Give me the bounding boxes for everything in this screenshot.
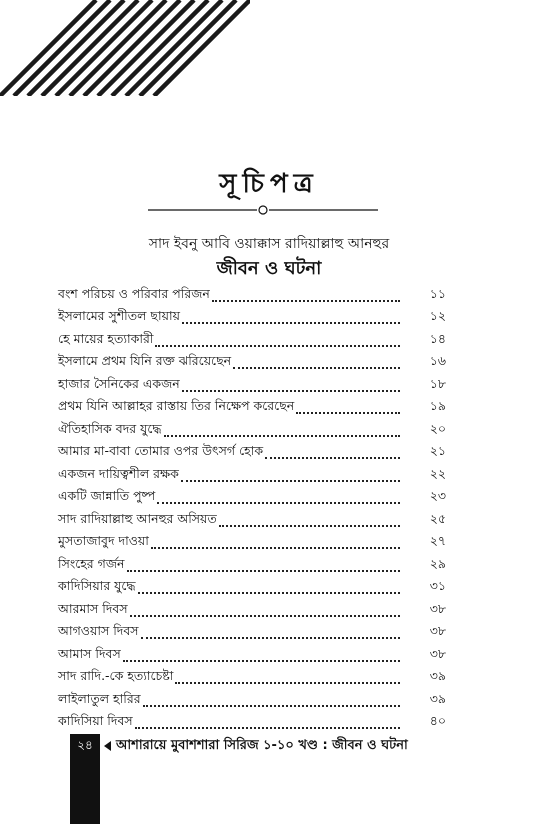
toc-entry-title: ইসলামের সুশীতল ছায়ায়: [58, 308, 180, 323]
toc-entry[interactable]: [58, 598, 446, 621]
dot-leader: [127, 570, 401, 572]
toc-entry-page: ৩৯: [429, 668, 446, 683]
toc-entry[interactable]: [58, 373, 446, 396]
toc-entry-page: ২৩: [429, 488, 446, 503]
toc-entry[interactable]: [58, 283, 446, 306]
dot-leader: [151, 547, 400, 549]
toc-entry[interactable]: [58, 688, 446, 711]
toc-entry-page: ১২: [429, 308, 446, 323]
dot-leader: [175, 682, 400, 684]
toc-entry[interactable]: [58, 711, 446, 734]
toc-entry-page: ২০: [429, 420, 446, 436]
toc-entry-title: আরমাস দিবস: [58, 600, 128, 616]
toc-entry[interactable]: [58, 508, 446, 531]
toc-entry[interactable]: [58, 463, 446, 486]
toc-entry-title: হাজার সৈনিকের একজন: [58, 375, 180, 391]
dot-leader: [219, 525, 400, 527]
triangle-left-icon: [104, 741, 111, 751]
dot-leader: [212, 300, 400, 302]
toc-entry-page: ২২: [429, 465, 446, 481]
page-title: সূচিপত্র: [219, 169, 319, 199]
toc-entry[interactable]: [58, 553, 446, 576]
toc-entry-page: ৩৮: [429, 600, 446, 616]
toc-entry-title: কাদিসিয়া দিবস: [58, 713, 133, 728]
dot-leader: [164, 435, 400, 437]
toc-entry[interactable]: [58, 306, 446, 329]
toc-entry-page: ৩১: [429, 578, 446, 593]
dot-leader: [182, 322, 400, 324]
toc-entry-page: ১৬: [429, 353, 446, 368]
toc-entry-title: আমার মা-বাবা তোমার ওপর উৎসর্গ হোক: [58, 443, 264, 458]
toc-entry-page: ৩৯: [429, 690, 446, 706]
toc-entry-page: ২১: [429, 443, 446, 458]
toc-entry-page: ১১: [429, 285, 446, 301]
toc-entry[interactable]: [58, 396, 446, 419]
dot-leader: [123, 660, 400, 662]
dot-leader: [181, 480, 400, 482]
page-number: ২৪: [77, 738, 93, 752]
toc-entry-title: প্রথম যিনি আল্লাহর রাস্তায় তির নিক্ষেপ করেছেন: [58, 398, 295, 413]
dot-leader: [265, 457, 400, 459]
toc-entry-title: একজন দায়িত্বশীল রক্ষক: [58, 465, 179, 481]
dot-leader: [135, 727, 400, 729]
toc-entry-title: সাদ রাদিয়াল্লাহু আনহুর অসিয়ত: [58, 510, 217, 526]
dot-leader: [157, 502, 400, 504]
toc-entry-title: হে মায়ের হত্যাকারী: [58, 330, 154, 346]
toc-entry-title: একটি জান্নাতি পুষ্প: [58, 488, 156, 503]
toc-entry-title: ঐতিহাসিক বদর যুদ্ধে: [58, 420, 162, 436]
toc-entry-page: ১৯: [429, 398, 446, 413]
toc-entry[interactable]: [58, 328, 446, 351]
toc-entry-page: ১৮: [429, 375, 446, 391]
toc-entry-title: ইসলামে প্রথম যিনি রক্ত ঝরিয়েছেন: [58, 353, 232, 368]
dot-leader: [155, 345, 400, 347]
toc-entry-title: আমাস দিবস: [58, 645, 121, 661]
dot-leader: [141, 637, 400, 639]
toc-entry-page: ১৪: [429, 330, 446, 346]
dot-leader: [143, 705, 400, 707]
diagonal-stripes-decoration: [0, 0, 250, 96]
toc-entry[interactable]: [58, 441, 446, 464]
toc-entry-title: কাদিসিয়ার যুদ্ধে: [58, 578, 136, 593]
section-subtitle: সাদ ইবনু আবি ওয়াক্কাস রাদিয়াল্লাহু আনহুর: [148, 236, 390, 252]
dot-leader: [130, 615, 400, 617]
toc-entry-title: আগওয়াস দিবস: [58, 623, 139, 638]
toc-entry[interactable]: [58, 621, 446, 644]
toc-entry-page: ৩৮: [429, 623, 446, 638]
title-divider: [148, 203, 378, 217]
toc-entry[interactable]: [58, 351, 446, 374]
toc-entry-page: ২৯: [429, 555, 446, 571]
toc-entry[interactable]: [58, 531, 446, 554]
toc-entry-title: বংশ পরিচয় ও পরিবার পরিজন: [58, 285, 210, 301]
toc-entry-page: ২৫: [429, 510, 446, 526]
table-of-contents: [58, 283, 446, 733]
toc-entry-title: লাইলাতুল হারির: [58, 690, 141, 706]
dot-leader: [182, 390, 400, 392]
toc-entry-title: সিংহের গর্জন: [58, 555, 125, 571]
toc-entry[interactable]: [58, 418, 446, 441]
toc-entry[interactable]: [58, 576, 446, 599]
dot-leader: [138, 592, 400, 594]
dot-leader: [233, 367, 400, 369]
section-heading: জীবন ও ঘটনা: [216, 258, 322, 279]
toc-entry-title: সাদ রাদি.-কে হত্যাচেষ্টা: [58, 668, 174, 683]
running-title: আশারায়ে মুবাশশারা সিরিজ ১-১০ খণ্ড : জীবন ও ঘটনা: [116, 738, 408, 753]
dot-leader: [296, 412, 400, 414]
toc-entry-page: ২৭: [429, 533, 446, 548]
toc-entry-page: ৪০: [429, 713, 446, 728]
toc-entry-title: মুসতাজাবুদ দাওয়া: [58, 533, 149, 548]
running-footer: [104, 736, 408, 757]
toc-entry[interactable]: [58, 486, 446, 509]
toc-entry[interactable]: [58, 666, 446, 689]
toc-entry[interactable]: [58, 643, 446, 666]
toc-entry-page: ৩৮: [429, 645, 446, 661]
